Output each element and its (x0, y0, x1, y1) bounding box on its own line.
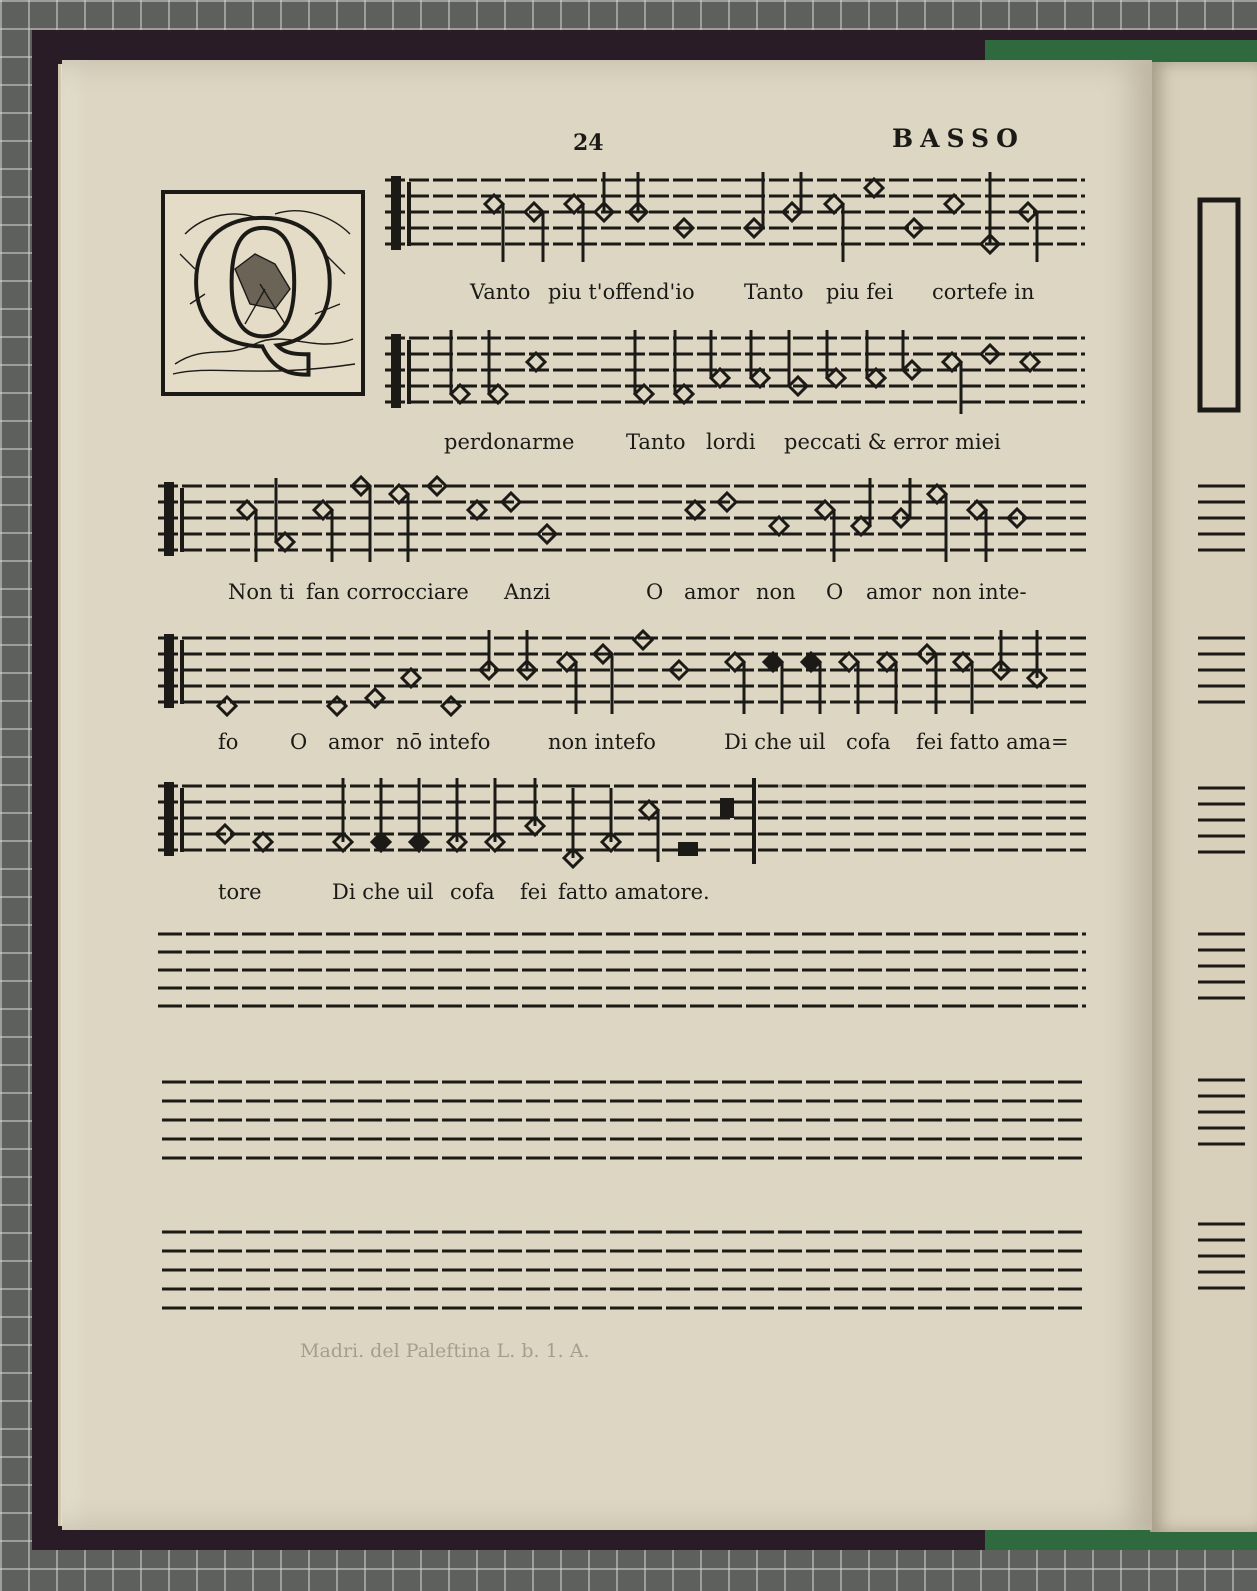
lyric-1-3: Tanto (744, 280, 804, 304)
lyric-3-8: amor (866, 580, 922, 604)
lyric-3-9: non inte- (932, 580, 1027, 604)
initial-letter: Q (188, 194, 338, 385)
lyric-4-6: Di che uil (724, 730, 826, 754)
facing-page-marks (1150, 62, 1257, 1532)
lyric-4-1: fo (218, 730, 239, 754)
staff-system-1 (385, 172, 1087, 272)
lyric-5-1: tore (218, 880, 262, 904)
lyric-4-4: nō intefo (396, 730, 491, 754)
signature-line: Madri. del Paleftina L. b. 1. A. (300, 1340, 590, 1362)
lyric-3-6: non (756, 580, 796, 604)
empty-staff-2 (162, 1076, 1088, 1170)
staff-system-3 (158, 478, 1088, 568)
empty-staff-1 (158, 928, 1088, 1018)
lyric-2-4: peccati & error miei (784, 430, 1001, 454)
lyric-4-2: O (290, 730, 308, 754)
facing-page (1150, 62, 1257, 1532)
lyric-5-4: fei (520, 880, 547, 904)
staff-system-5 (158, 778, 1088, 868)
lyric-2-2: Tanto (626, 430, 686, 454)
decorated-initial (161, 190, 365, 396)
lyric-1-2: piu t'offend'io (548, 280, 695, 304)
voice-part-title: BASSO (892, 124, 1025, 153)
lyric-5-3: cofa (450, 880, 495, 904)
lyric-3-5: amor (684, 580, 740, 604)
lyric-5-5: fatto amatore. (558, 880, 710, 904)
lyric-4-5: non intefo (548, 730, 656, 754)
lyric-2-3: lordi (706, 430, 756, 454)
lyric-2-1: perdonarme (444, 430, 575, 454)
lyric-3-2: fan corrocciare (306, 580, 469, 604)
staff-system-2 (385, 330, 1087, 420)
lyric-4-3: amor (328, 730, 384, 754)
woodcut-initial-illustration (165, 194, 361, 392)
lyric-3-1: Non ti (228, 580, 295, 604)
lyric-4-7: cofa (846, 730, 891, 754)
lyric-1-4: piu fei (826, 280, 894, 304)
page-number: 24 (573, 130, 604, 156)
staff-system-4 (158, 630, 1088, 720)
lyric-3-3: Anzi (504, 580, 551, 604)
lyric-3-4: O (646, 580, 664, 604)
lyric-1-1: Vanto (470, 280, 531, 304)
empty-staff-3 (162, 1226, 1088, 1320)
lyric-4-8: fei fatto ama= (916, 730, 1069, 754)
lyric-1-5: cortefe in (932, 280, 1035, 304)
lyric-5-2: Di che uil (332, 880, 434, 904)
lyric-3-7: O (826, 580, 844, 604)
